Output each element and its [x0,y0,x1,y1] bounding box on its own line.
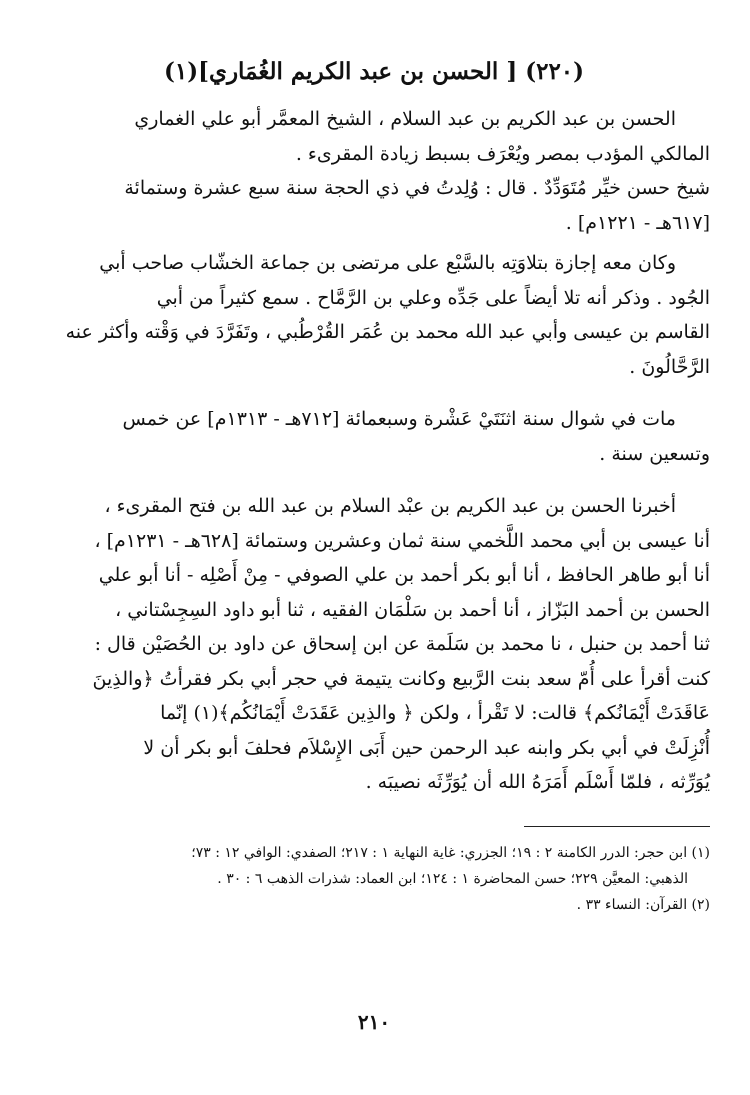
entry-title: (٢٢٠) [ الحسن بن عبد الكريم الغُمَاري](١) [163,58,585,85]
text-line: الحسن بن أحمد البَزّاز ، أنا أحمد بن سَلْمَان الفقيه ، ثنا أبو داود السِجِسْتاني ، [115,598,710,621]
footnote-line: (١) ابن حجر: الدرر الكامنة ٢ : ١٩؛ الجزري: غاية النهاية ١ : ٢١٧؛ الصفدي: الوافي ١٢ : ٧٣؛ [191,844,710,861]
footnotes [38,840,710,918]
text-line: وكان معه إجازة بتلاوَتِه بالسَّبْع على مرتضى بن جماعة الخشّاب صاحب أبي [99,252,676,274]
text-line: ثنا أحمد بن حنبل ، نا محمد بن سَلَمة عن ابن إسحاق عن داود بن الحُصَيْن قال : [94,633,710,655]
text-line: أنا أبو طاهر الحافظ ، أنا أبو بكر أحمد بن علي الصوفي - مِنْ أَصْلِه - أنا أبو علي [98,564,710,586]
text-line: شيخ حسن خيِّر مُتَوَدِّدٌ . قال : وُلِدتُ في ذي الحجة سنة سبع عشرة وستمائة [124,177,710,199]
text-line: مات في شوال سنة اثنَتَيْ عَشْرة وسبعمائة [٧١٢هـ - ١٣١٣م] عن خمس [122,408,676,430]
text-line: [٦١٧هـ - ١٢٢١م] . [565,211,710,234]
paragraph-biography [38,102,710,240]
page-number: ٢١٠ [357,1010,391,1034]
text-line: أخبرنا الحسن بن عبد الكريم بن عبْد السلام بن عبد الله بن فتح المقرىء ، [104,495,676,517]
text-line: أُنْزِلَتْ في أبي بكر وابنه عبد الرحمن حين أَبَى الإِسْلاَم فحلفَ أبو بكر أن لا [143,736,710,759]
book-page [38,52,710,1052]
text-line: الرَّحَّالُونَ . [629,355,710,378]
paragraph-teachers [38,246,710,384]
text-line: الجُود . وذكر أنه تلا أيضاً على جَدِّه وعلي بن الرَّمَّاح . سمع كثيراً من أبي [156,286,710,309]
text-line: عَاقَدَتْ أَيْمَانُكم﴾ قالت: لا تَقْرأ ، ولكن ﴿ والذِين عَقَدَتْ أَيْمَانُكُم﴾(١) إنّما [160,702,710,724]
text-line: الحسن بن عبد الكريم بن عبد السلام ، الشيخ المعمَّر أبو علي الغماري [134,108,676,130]
text-line: وتسعين سنة . [599,442,710,465]
paragraph-hadith [38,489,710,800]
text-line: أنا عيسى بن أبي محمد اللَّخمي سنة ثمان وعشرين وستمائة [٦٢٨هـ - ١٢٣١م] ، [94,529,710,552]
text-line: المالكي المؤدب بمصر ويُعْرَف بسبط زيادة المقرىء . [295,142,710,165]
footnote-line: الذهبي: المعيَّن ٢٢٩؛ حسن المحاضرة ١ : ١٢٤؛ ابن العماد: شذرات الذهب ٦ : ٣٠ . [217,870,688,887]
footnote-divider [38,800,710,840]
text-line: القاسم بن عيسى وأبي عبد الله محمد بن عُمَر القُرْطُبي ، وتَفَرَّدَ في وَقْته وأكثر عنه [65,321,710,343]
text-line: يُوَرِّثه ، فلمّا أَسْلَم أَمَرَهُ الله أن يُوَرِّثَه نصيبَه . [365,771,710,793]
footnote-line: (٢) القرآن: النساء ٣٣ . [576,896,710,913]
text-line: كنت أقرأ على أُمّ سعد بنت الرَّبيع وكانت يتيمة في حجر أبي بكر فقرأتُ ﴿والذِينَ [92,667,710,690]
paragraph-death [38,402,710,471]
